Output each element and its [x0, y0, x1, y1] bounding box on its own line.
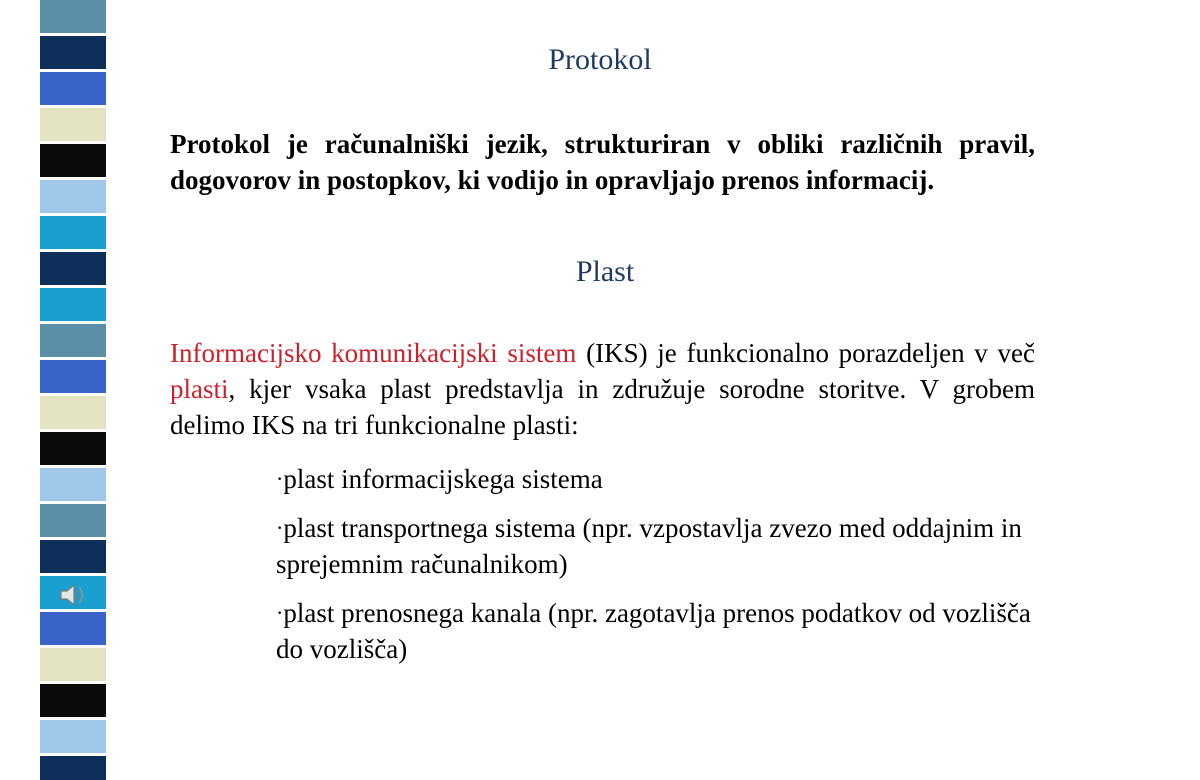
stripe-segment [40, 180, 106, 216]
stripe-segment [40, 360, 106, 396]
bullet-icon: · [276, 466, 284, 491]
bullet-icon: · [276, 600, 284, 625]
bullet-icon: · [276, 515, 284, 540]
stripe-segment [40, 720, 106, 756]
page-title: Protokol [548, 43, 652, 76]
list-item-text: plast transportnega sistema (npr. vzpostavlja zvezo med oddajnim in sprejemnim računalnikom) [276, 513, 1022, 579]
speaker-icon[interactable] [58, 580, 86, 610]
stripe-segment [40, 396, 106, 432]
stripe-segment [40, 108, 106, 144]
plast-text-2: , kjer vsaka plast predstavlja in združuje sorodne storitve. V grobem delimo IKS na tri funkcionalne plasti: [170, 374, 1035, 440]
list-item [276, 510, 1036, 582]
stripe-segment [40, 540, 106, 576]
decorative-stripe [40, 0, 106, 780]
list-item-text: plast prenosnega kanala (npr. zagotavlja prenos podatkov od vozlišča do vozlišča) [276, 598, 1031, 664]
protokol-definition: Protokol je računalniški jezik, strukturiran v obliki različnih pravil, dogovorov in postopkov, ki vodijo in opravljajo prenos informacij. [170, 129, 1035, 195]
stripe-segment [40, 216, 106, 252]
stripe-segment [40, 432, 106, 468]
term-plasti: plasti [170, 374, 229, 404]
stripe-segment [40, 756, 106, 780]
stripe-segment [40, 468, 106, 504]
term-iks: Informacijsko komunikacijski sistem [170, 338, 577, 368]
list-item [276, 461, 1036, 497]
list-item [276, 595, 1036, 667]
stripe-segment [40, 324, 106, 360]
stripe-segment [40, 648, 106, 684]
plast-definition [170, 335, 1035, 443]
stripe-segment [40, 684, 106, 720]
stripe-segment [40, 72, 106, 108]
list-item-text: plast informacijskega sistema [283, 464, 603, 494]
stripe-segment [40, 144, 106, 180]
stripe-segment [40, 612, 106, 648]
stripe-segment [40, 0, 106, 36]
layer-list [276, 461, 1036, 680]
plast-text-1: (IKS) je funkcionalno porazdeljen v več [576, 338, 1035, 368]
stripe-segment [40, 288, 106, 324]
stripe-segment [40, 504, 106, 540]
section-title-plast: Plast [575, 255, 635, 288]
